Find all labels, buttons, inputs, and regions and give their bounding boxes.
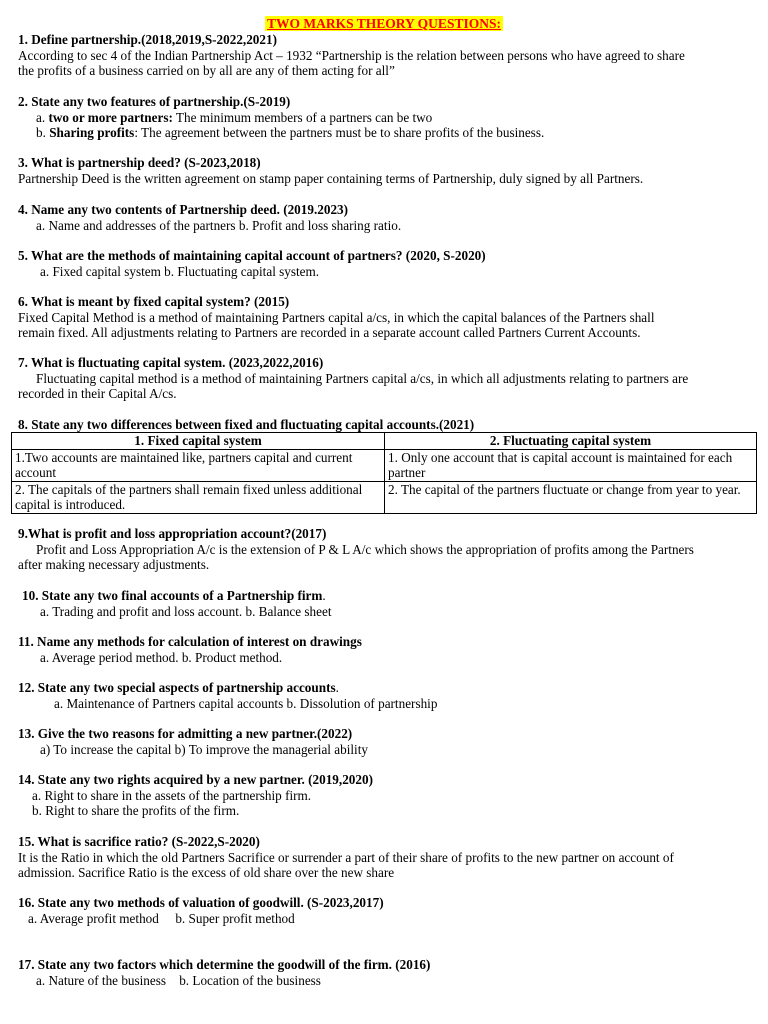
question-1-heading: 1. Define partnership.(2018,2019,S-2022,2021): [18, 32, 277, 47]
question-8-heading: 8. State any two differences between fixed and fluctuating capital accounts.(2021): [18, 417, 475, 432]
question-4: [18, 202, 753, 233]
question-1-answer-line-1: According to sec 4 of the Indian Partnership Act – 1932 “Partnership is the relation between persons who have agreed to share: [18, 47, 685, 63]
question-14-point-a: a. Right to share in the assets of the partnership firm.: [32, 787, 312, 803]
question-3: [18, 155, 753, 186]
question-15: [18, 834, 753, 881]
question-2-heading: 2. State any two features of partnership.(S-2019): [18, 94, 291, 109]
question-1: [18, 32, 753, 79]
page-title-text: TWO MARKS THEORY QUESTIONS:: [267, 16, 501, 31]
question-16: [18, 895, 753, 926]
question-16-heading: 16. State any two methods of valuation of goodwill. (S-2023,2017): [18, 895, 384, 910]
question-14-heading: 14. State any two rights acquired by a new partner. (2019,2020): [18, 772, 373, 787]
question-9: [18, 526, 753, 573]
question-1-answer-line-2: the profits of a business carried on by all are any of them acting for all”: [18, 63, 395, 78]
question-4-heading: 4. Name any two contents of Partnership deed. (2019.2023): [18, 202, 349, 217]
question-12-heading-text: 12. State any two special aspects of partnership accounts: [18, 680, 336, 695]
question-12-period: .: [335, 680, 339, 695]
question-7: [18, 355, 753, 402]
question-8: [18, 417, 753, 433]
question-7-answer-line-2: recorded in their Capital A/cs.: [18, 386, 177, 401]
question-4-answer: a. Name and addresses of the partners b. Profit and loss sharing ratio.: [36, 217, 402, 233]
question-12-answer: a. Maintenance of Partners capital accounts b. Dissolution of partnership: [54, 695, 438, 711]
question-7-heading: 7. What is fluctuating capital system. (2023,2022,2016): [18, 355, 324, 370]
point-a-term: two or more partners:: [48, 109, 173, 125]
question-7-answer-line-1: Fluctuating capital method is a method of maintaining Partners capital a/cs, in which all adjustments relating to partners are: [36, 370, 689, 386]
table-cell: 2. The capitals of the partners shall remain fixed unless additional capital is introduced.: [12, 481, 385, 513]
point-b-term: Sharing profits: [49, 125, 135, 140]
point-b-label: b.: [36, 125, 46, 140]
question-9-answer-line-1: Profit and Loss Appropriation A/c is the extension of P & L A/c which shows the appropriation of profits among the Partners: [36, 541, 694, 557]
question-5-answer: a. Fixed capital system b. Fluctuating capital system.: [40, 263, 320, 279]
comparison-table: [11, 432, 757, 514]
question-12: [18, 680, 753, 711]
question-6-heading: 6. What is meant by fixed capital system? (2015): [18, 294, 290, 309]
question-16-answer: a. Average profit method b. Super profit method: [28, 910, 295, 926]
question-5-heading: 5. What are the methods of maintaining capital account of partners? (2020, S-2020): [18, 248, 486, 263]
question-17: [18, 957, 753, 988]
question-11-heading: 11. Name any methods for calculation of interest on drawings: [18, 634, 362, 649]
question-11: [18, 634, 753, 665]
question-13: [18, 726, 753, 757]
question-10-period: .: [322, 588, 326, 603]
question-14-point-b: b. Right to share the profits of the firm.: [32, 803, 240, 818]
question-11-answer: a. Average period method. b. Product method.: [40, 649, 283, 665]
question-13-answer: a) To increase the capital b) To improve the managerial ability: [40, 741, 368, 757]
question-9-answer-line-2: after making necessary adjustments.: [18, 557, 210, 572]
question-6-answer-line-1: Fixed Capital Method is a method of maintaining Partners capital a/cs, in which the capital balances of the Partners shall: [18, 309, 655, 325]
question-17-heading: 17. State any two factors which determine the goodwill of the firm. (2016): [18, 957, 431, 972]
question-10-answer: a. Trading and profit and loss account. b. Balance sheet: [40, 603, 332, 619]
table-row: [12, 481, 757, 513]
question-2-point-a: [18, 110, 753, 126]
question-10-heading: [22, 588, 757, 604]
question-15-heading: 15. What is sacrifice ratio? (S-2022,S-2020): [18, 834, 260, 849]
point-a-label: a.: [36, 109, 46, 125]
question-5: [18, 248, 753, 279]
question-15-answer-line-1: It is the Ratio in which the old Partners Sacrifice or surrender a part of their share of profits to the new partner on account of: [18, 849, 674, 865]
table-header-fluctuating: 2. Fluctuating capital system: [385, 433, 757, 450]
question-10: [22, 588, 757, 619]
question-13-heading: 13. Give the two reasons for admitting a new partner.(2022): [18, 726, 353, 741]
question-9-heading: 9.What is profit and loss appropriation account?(2017): [18, 526, 327, 541]
question-17-answer: a. Nature of the business b. Location of the business: [36, 972, 321, 988]
question-2-point-b: [18, 125, 753, 141]
question-6: [18, 294, 753, 341]
point-b-text: : The agreement between the partners must be to share profits of the business.: [134, 125, 545, 140]
question-3-answer: Partnership Deed is the written agreement on stamp paper containing terms of Partnership, duly signed by all Partners.: [18, 170, 644, 186]
table-cell: 1.Two accounts are maintained like, partners capital and current account: [12, 449, 385, 481]
table-cell: 1. Only one account that is capital account is maintained for each partner: [385, 449, 757, 481]
question-3-heading: 3. What is partnership deed? (S-2023,2018): [18, 155, 261, 170]
question-14: [18, 772, 753, 819]
question-10-heading-text: 10. State any two final accounts of a Partnership firm: [22, 588, 323, 603]
question-6-answer-line-2: remain fixed. All adjustments relating to Partners are recorded in a separate account called Partners Current Accounts.: [18, 325, 641, 340]
table-cell: 2. The capital of the partners fluctuate or change from year to year.: [385, 481, 757, 513]
page-title: [0, 16, 768, 32]
table-row: [12, 449, 757, 481]
question-15-answer-line-2: admission. Sacrifice Ratio is the excess of old share over the new share: [18, 865, 395, 880]
table-header-fixed: 1. Fixed capital system: [12, 433, 385, 450]
question-12-heading: [18, 680, 753, 696]
question-2: [18, 94, 753, 141]
table-header-row: [12, 433, 757, 450]
point-a-text: The minimum members of a partners can be two: [172, 109, 433, 125]
